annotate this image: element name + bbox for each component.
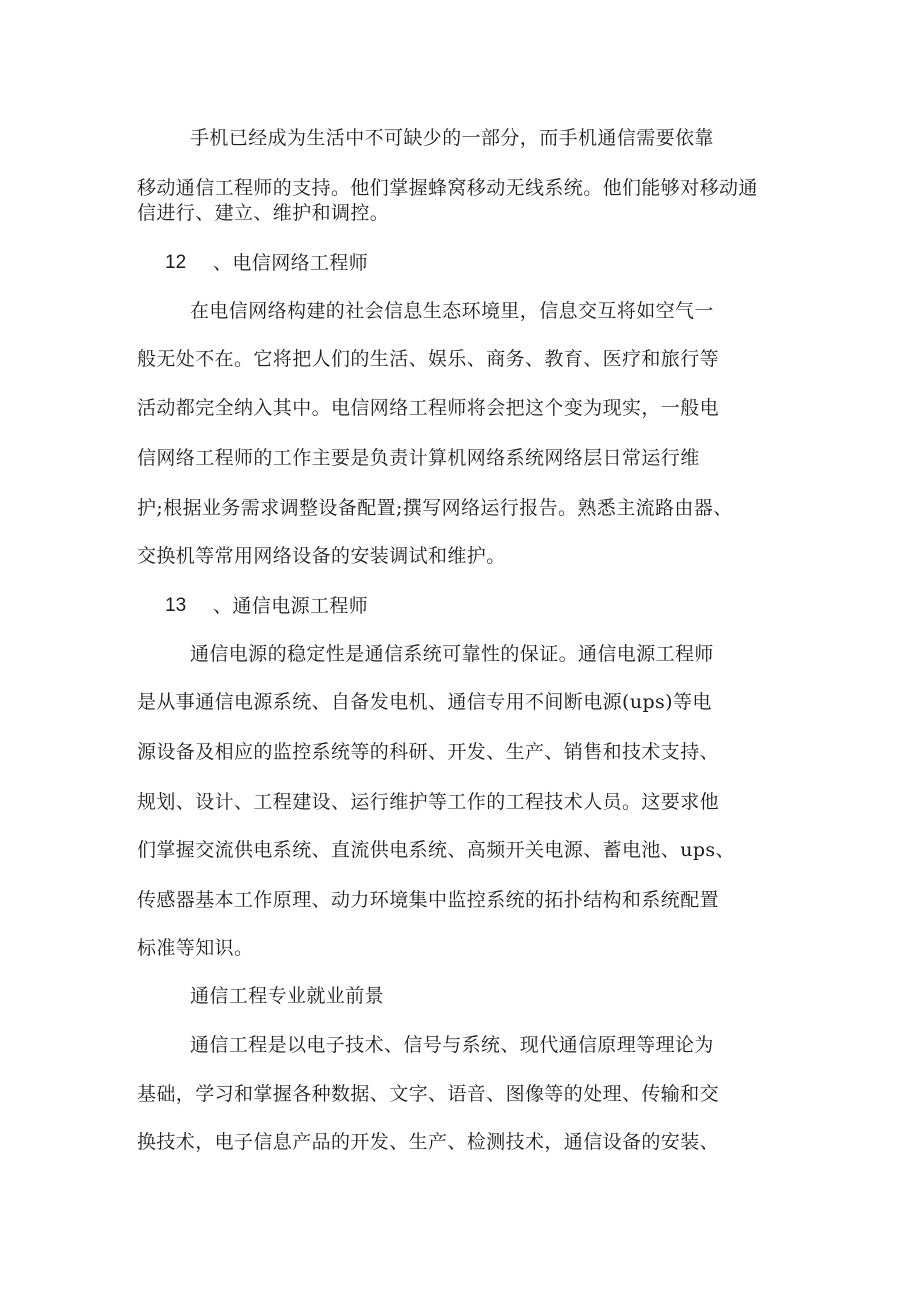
paragraph-line: 通信工程是以电子技术、信号与系统、现代通信原理等理论为 bbox=[190, 1034, 714, 1056]
paragraph-line: 移动通信工程师的支持。他们掌握蜂窝移动无线系统。他们能够对移动通 bbox=[137, 177, 758, 199]
section-title: 通信工程专业就业前景 bbox=[190, 985, 385, 1007]
section-number: 12 bbox=[165, 252, 187, 273]
paragraph-line: 护;根据业务需求调整设备配置;撰写网络运行报告。熟悉主流路由器、 bbox=[137, 497, 733, 519]
paragraph-line: 标准等知识。 bbox=[137, 937, 254, 959]
paragraph-line: 通信电源的稳定性是通信系统可靠性的保证。通信电源工程师 bbox=[190, 643, 714, 665]
paragraph-line: 在电信网络构建的社会信息生态环境里，信息交互将如空气一 bbox=[190, 300, 714, 322]
paragraph-line: 活动都完全纳入其中。电信网络工程师将会把这个变为现实，一般电 bbox=[137, 397, 720, 419]
paragraph-line: 是从事通信电源系统、自备发电机、通信专用不间断电源(ups)等电 bbox=[137, 691, 712, 713]
paragraph-line: 源设备及相应的监控系统等的科研、开发、生产、销售和技术支持、 bbox=[137, 741, 720, 763]
paragraph-line: 规划、设计、工程建设、运行维护等工作的工程技术人员。这要求他 bbox=[137, 791, 720, 813]
section-heading: 、通信电源工程师 bbox=[213, 595, 369, 617]
paragraph-line: 们掌握交流供电系统、直流供电系统、高频开关电源、蓄电池、ups、 bbox=[137, 839, 735, 861]
paragraph-line: 信网络工程师的工作主要是负责计算机网络系统网络层日常运行维 bbox=[137, 447, 700, 469]
paragraph-line: 基础，学习和掌握各种数据、文字、语音、图像等的处理、传输和交 bbox=[137, 1083, 720, 1105]
paragraph-line: 手机已经成为生活中不可缺少的一部分，而手机通信需要依靠 bbox=[190, 127, 714, 149]
section-heading: 、电信网络工程师 bbox=[213, 252, 369, 274]
paragraph-line: 般无处不在。它将把人们的生活、娱乐、商务、教育、医疗和旅行等 bbox=[137, 348, 720, 370]
paragraph-line: 传感器基本工作原理、动力环境集中监控系统的拓扑结构和系统配置 bbox=[137, 889, 720, 911]
paragraph-line: 交换机等常用网络设备的安装调试和维护。 bbox=[137, 545, 506, 567]
section-number: 13 bbox=[165, 595, 187, 616]
paragraph-line: 信进行、建立、维护和调控。 bbox=[137, 202, 390, 224]
paragraph-line: 换技术，电子信息产品的开发、生产、检测技术，通信设备的安装、 bbox=[137, 1131, 720, 1153]
